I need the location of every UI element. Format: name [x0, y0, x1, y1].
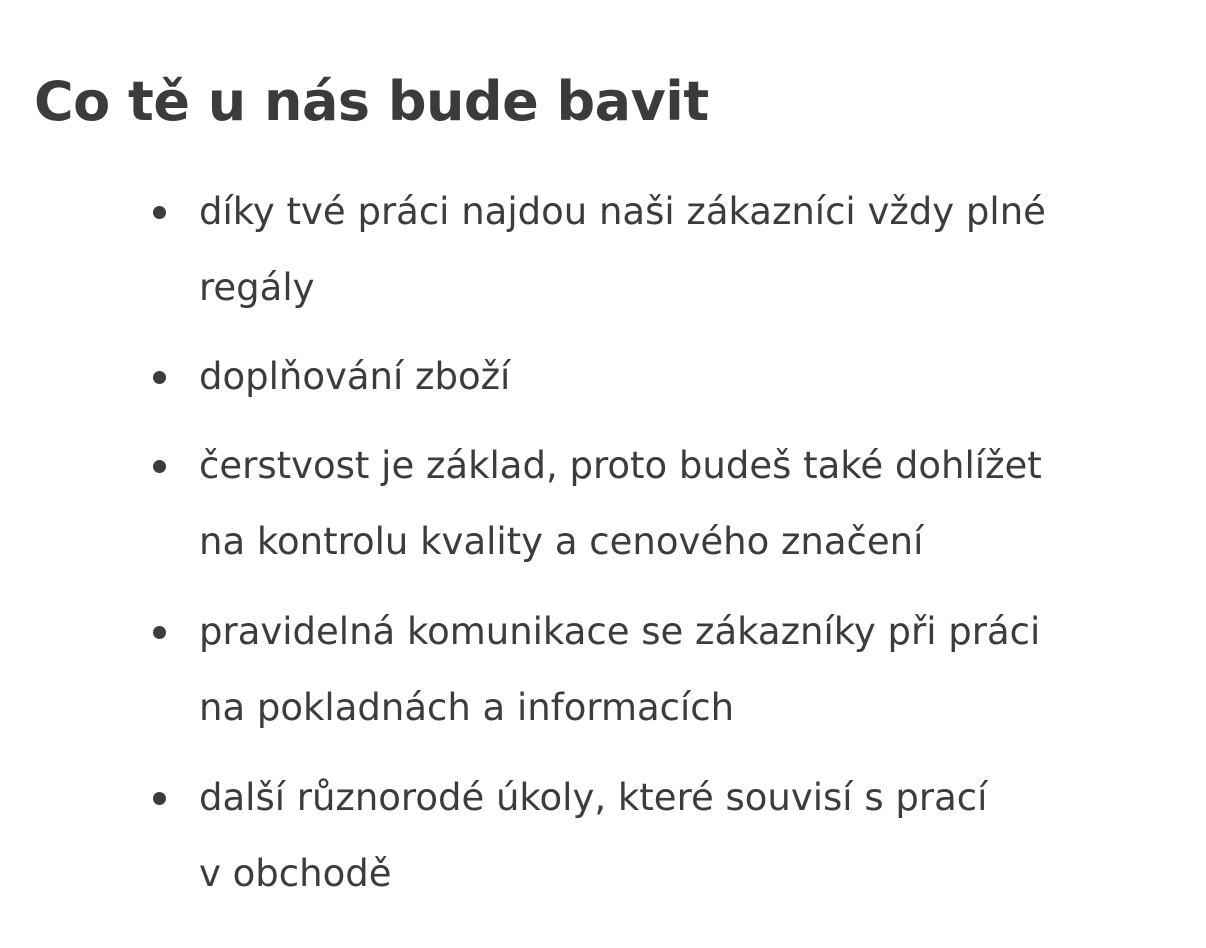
bullet-icon [153, 792, 166, 805]
list-item-text [199, 428, 1189, 580]
list-item-text [199, 174, 1189, 326]
bullet-icon [153, 626, 166, 639]
list-item-line: v obchodě [199, 852, 392, 895]
bullet-icon [153, 206, 166, 219]
list-item-text [199, 594, 1189, 746]
list-item-line: další různorodé úkoly, které souvisí s prací [199, 776, 988, 819]
list-item-line: čerstvost je základ, proto budeš také dohlížet [199, 444, 1042, 487]
list-item-line: regály [199, 266, 315, 309]
bullet-icon [153, 371, 166, 384]
list-item-line: na pokladnách a informacích [199, 686, 735, 729]
bullet-icon [153, 460, 166, 473]
list-item-text [199, 760, 1189, 912]
list-item-line: doplňování zboží [199, 355, 511, 398]
list-item-text [199, 339, 1189, 415]
section-heading: Co tě u nás bude bavit [34, 70, 709, 133]
list-item-line: na kontrolu kvality a cenového značení [199, 520, 924, 563]
list-item-line: díky tvé práci najdou naši zákazníci vždy plné [199, 190, 1046, 233]
list-item-line: pravidelná komunikace se zákazníky při práci [199, 610, 1041, 653]
